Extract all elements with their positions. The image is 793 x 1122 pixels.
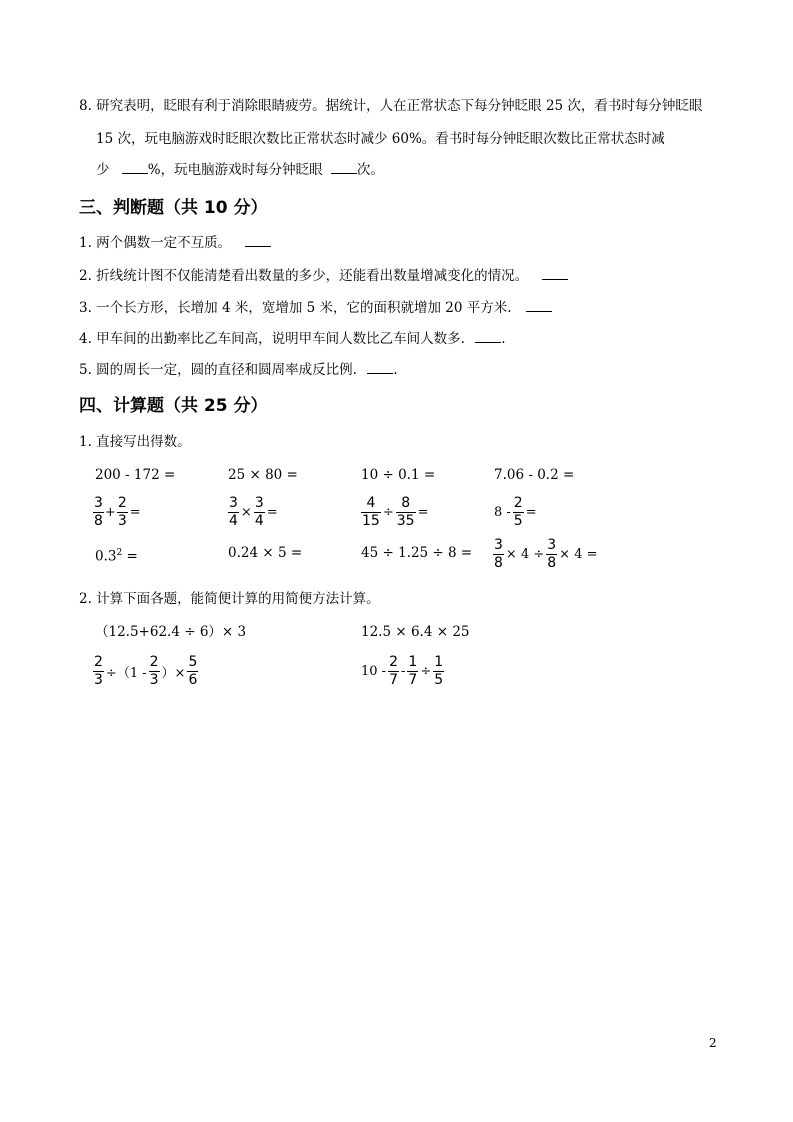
fraction: $\frac{1}{7}$ (408, 654, 418, 688)
fraction: $\frac{2}{3}$ (117, 495, 127, 529)
q8-answer-blank-2[interactable] (331, 161, 357, 174)
operator: ÷ (382, 505, 394, 520)
mental-calc-8 (494, 496, 539, 529)
judge-answer-blank[interactable] (475, 330, 501, 343)
q8-line3-c: 次。 (356, 162, 384, 178)
mental-calc-10: 0.24 × 5 = (228, 545, 303, 561)
mental-calc-5 (93, 496, 143, 529)
q8-answer-blank-1[interactable] (122, 161, 148, 174)
calc-q2-prompt: 2. 计算下面各题，能简便计算的用简便方法计算。 (79, 591, 380, 607)
q8-line3-b: %，玩电脑游戏时每分钟眨眼 (147, 162, 323, 178)
exponent: 2 (116, 548, 123, 558)
page-number: 2 (709, 1036, 717, 1050)
judge-item-text: 4. 甲车间的出勤率比乙车间高，说明甲车间人数比乙车间人数多. (79, 331, 465, 347)
calc-expression-2: 12.5 × 6.4 × 25 (361, 624, 470, 640)
fraction: $\frac{3}{8}$ (94, 495, 103, 529)
equals: = (129, 505, 141, 520)
q8-line3 (96, 161, 384, 179)
calc-expression-4 (361, 655, 444, 688)
judge-item-text: 2. 折线统计图不仅能清楚看出数量的多少，还能看出数量增减变化的情况。 (79, 268, 529, 284)
operand: 10 - (361, 664, 387, 679)
fraction: $\frac{2}{3}$ (94, 654, 103, 688)
operator: × 4 ÷ (505, 547, 545, 562)
mental-calc-1: 200 - 172 = (95, 467, 176, 483)
operator: ÷（1 - (105, 666, 147, 681)
operator: ）× (161, 666, 186, 681)
fraction: $\frac{3}{8}$ (547, 537, 557, 571)
calc-expression-3 (93, 655, 198, 688)
mental-calc-12 (493, 538, 600, 571)
fraction: $\frac{2}{3}$ (149, 654, 159, 688)
fraction: $\frac{1}{5}$ (434, 654, 444, 688)
calc-q1-prompt: 1. 直接写出得数。 (79, 434, 191, 450)
judge-answer-blank[interactable] (245, 234, 271, 247)
operator: + (104, 505, 116, 520)
mental-calc-2: 25 × 80 = (228, 467, 298, 483)
fraction: $\frac{4}{15}$ (362, 495, 380, 529)
judge-item-text: 1. 两个偶数一定不互质。 (79, 235, 232, 251)
fraction: $\frac{2}{5}$ (513, 495, 523, 529)
operator: - (401, 664, 406, 679)
equals: = (266, 505, 278, 520)
q8-line2: 15 次，玩电脑游戏时眨眼次数比正常状态时减少 60%。看书时每分钟眨眼次数比正常状态时减 (96, 131, 665, 147)
equals: = (417, 505, 429, 520)
operator: ÷ (420, 664, 432, 679)
judge-answer-blank[interactable] (367, 361, 393, 374)
fraction: $\frac{3}{8}$ (494, 537, 503, 571)
base: 0.3 (95, 548, 117, 565)
fraction: $\frac{2}{7}$ (389, 654, 398, 688)
judge-item-3 (79, 299, 552, 317)
judge-answer-blank[interactable] (526, 299, 552, 312)
fraction: $\frac{3}{4}$ (254, 495, 264, 529)
judge-item-1 (79, 234, 271, 252)
judge-item-suffix: . (393, 362, 398, 378)
section3-title: 三、判断题（共 10 分） (79, 198, 268, 218)
judge-item-2 (79, 267, 568, 285)
mental-calc-6 (228, 496, 280, 529)
mental-calc-4: 7.06 - 0.2 = (494, 467, 575, 483)
judge-item-text: 5. 圆的周长一定，圆的直径和圆周率成反比例. (79, 362, 357, 378)
operand: 8 - (494, 505, 511, 520)
section4-title: 四、计算题（共 25 分） (79, 396, 268, 416)
judge-item-5 (79, 361, 398, 379)
mental-calc-11: 45 ÷ 1.25 ÷ 8 = (361, 545, 473, 561)
equals: = (122, 548, 138, 565)
mental-calc-9 (95, 544, 138, 566)
fraction: $\frac{5}{6}$ (188, 654, 198, 688)
operator: × 4 = (559, 547, 598, 562)
equals: = (525, 505, 537, 520)
mental-calc-3: 10 ÷ 0.1 = (361, 467, 436, 483)
q8-line3-a: 少 (96, 162, 110, 178)
fraction: $\frac{8}{35}$ (396, 495, 415, 529)
fraction: $\frac{3}{4}$ (229, 495, 238, 529)
judge-item-suffix: . (501, 331, 506, 347)
operator: × (240, 505, 252, 520)
calc-expression-1: （12.5+62.4 ÷ 6）× 3 (95, 624, 247, 640)
q8-line1: 8. 研究表明，眨眼有利于消除眼睛疲劳。据统计，人在正常状态下每分钟眨眼 25 次，看书时每分钟眨眼 (79, 98, 703, 114)
judge-item-4 (79, 330, 506, 348)
mental-calc-7 (361, 496, 430, 529)
judge-answer-blank[interactable] (542, 267, 568, 280)
judge-item-text: 3. 一个长方形，长增加 4 米，宽增加 5 米，它的面积就增加 20 平方米. (79, 300, 512, 316)
